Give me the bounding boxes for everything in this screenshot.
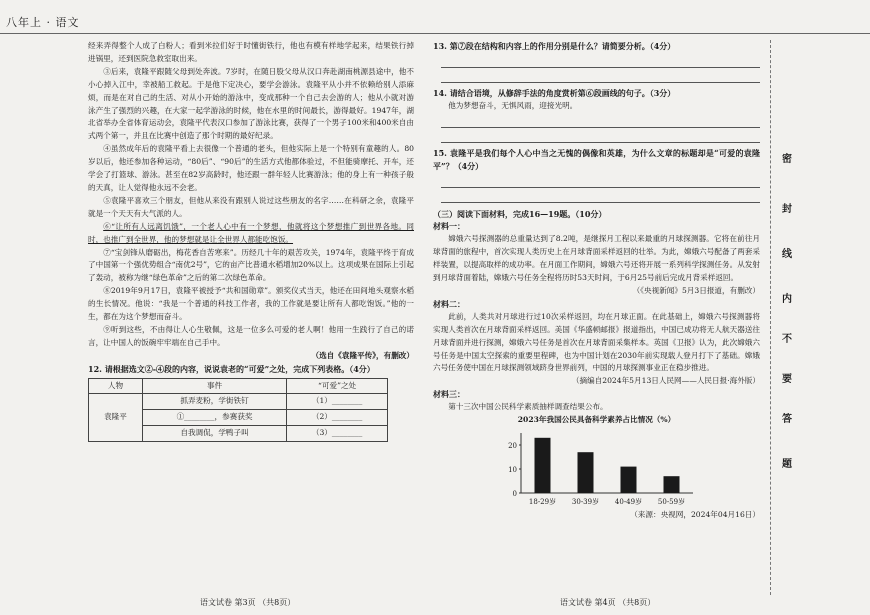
bar-50-59岁 (664, 476, 680, 493)
question-14: 14. 请结合语境，从修辞手法的角度赏析第⑥段画线的句子。（3分） (433, 87, 676, 98)
science-literacy-chart (493, 427, 703, 509)
x-tick-label: 50-59岁 (657, 497, 686, 506)
chart-svg (493, 427, 703, 509)
answer-line[interactable] (441, 173, 760, 188)
source-note: （选自《袁隆平传》，有删改） (311, 350, 414, 360)
question-13: 13. 第⑦段在结构和内容上的作用分别是什么？请简要分析。（4分） (433, 41, 676, 51)
answer-line[interactable] (441, 68, 760, 83)
table-answer-3[interactable]: （3）________ (287, 426, 388, 442)
table-header-cute: “可爱”之处 (287, 378, 388, 394)
table-answer-2[interactable]: （2）________ (287, 410, 388, 426)
table-header-event: 事件 (142, 378, 286, 394)
paragraph-9: ⑨听到这些，不由得让人心生敬佩，这是一位多么可爱的老人啊！他用一生践行了自己的诺言，让中国人的饭碗牢牢端在自己手中。 (88, 324, 414, 347)
material-3-source: （来源：央视网，2024年04月16日） (630, 509, 760, 519)
material-1-text: 嫦娥六号探测器的总重量达到了8.2吨，是继探月工程以来最重的月球探测器。它将在前往月球背面的旅程中，首次实现人类历史上在月球背面采样返回的壮举。为此，嫦娥六号配备了两套采样装置，以提高取样的成功率。在月面工作期间，嫦娥六号还将开展一系列科学探测任务。从发射到月球背面着陆，嫦娥六号任务全程将历时53天时间，于6月25号前后完成月背采样返回。 (433, 234, 760, 283)
seal-word: 密 (782, 154, 792, 165)
table-event-1: 抓弄麦粉，学街铁钉 (142, 394, 286, 410)
answer-line[interactable] (441, 188, 760, 203)
table-event-2[interactable]: ①________，参赛获奖 (142, 410, 286, 426)
material-1-source: （《央视新闻》5月3日报道，有删改） (632, 285, 760, 295)
seal-line (770, 40, 771, 595)
paragraph-1: 经来弄得整个人成了白粉人；看到米拉们好于时懂街铁行，他也有模有样地学起来，结果铁行掉进锅里，还到医院急救室取出来。 (88, 41, 414, 63)
answer-line[interactable] (441, 53, 760, 68)
paragraph-8: ⑧2019年9月17日，袁隆平被授予“共和国勋章”。颁奖仪式当天，他还在田间地头观察水稻的生长情况。他说：“我是一个普通的科技工作者，我的工作就是要让所有人都吃饱饭。”他的一生，都在为这个梦想而奋斗。 (88, 286, 414, 322)
bar-40-49岁 (621, 467, 637, 493)
y-tick-label: 10 (508, 465, 517, 474)
table-answer-1[interactable]: （1）________ (287, 394, 388, 410)
material-3-label: 材料三： (433, 389, 465, 400)
paragraph-3: ③后来，袁隆平跟随父母到处奔波。7岁时，在随日股父母从汉口奔赴湖南桃源县途中，他不小心掉入江中，幸被船工救起。于是他下定决心，要学会游泳。袁隆平从小并不依赖给别人添麻烦，而是在对自己的生活、对从小开始的游泳中，变成那种一个自己去会游的人；他从小就对游泳产生了强烈的兴趣，在大家一起学游泳的时候，他在水里的时间最长，游得最好。1947年，湖北省举办全省体育运动会，袁隆平代表汉口参加了游泳比赛，获得了一个男子100米和400米自由式两个第一，并且在比赛中创造了那个时期的最好纪录。 (88, 66, 414, 141)
right-column (433, 40, 760, 522)
table-person-cell: 袁隆平 (89, 394, 143, 442)
chart-title: 2023年我国公民具备科学素养占比情况（%） (517, 415, 676, 425)
footer-right: 语文试卷 第4页 （共8页） (560, 598, 656, 607)
question-14-quote: 他为梦想奋斗，无惧风雨，迎接光明。 (448, 100, 578, 110)
section-3-heading: （三）阅读下面材料，完成16—19题。（10分） (433, 208, 607, 219)
grade-subject-header: 八年上 · 语文 (6, 16, 80, 29)
seal-word: 要 (782, 374, 792, 385)
y-tick-label: 20 (508, 441, 517, 450)
y-tick-label: 0 (512, 489, 517, 498)
footer-left: 语文试卷 第3页 （共8页） (200, 598, 296, 607)
header-rule (0, 33, 870, 34)
material-3-text: 第十三次中国公民科学素质抽样调查结果公布。 (448, 402, 608, 412)
answer-line[interactable] (441, 128, 760, 143)
paragraph-7: ⑦“宝剑锋从磨砺出，梅花香自苦寒来”。历经几十年的艰苦攻关，1974年，袁隆平终于育成了中国第一个强优势组合“南优2号”，它的亩产比普通水稻增加20%以上。这项成果在国际上引起了轰动，被称为继“绿色革命”之后的第二次绿色革命。 (88, 247, 414, 283)
paragraph-4: ④虽然成年后的袁隆平看上去很像一个普通的老头，但他实际上是一个特别有童趣的人。80岁以后，他还参加各种运动，“80后”、“90后”的生活方式他都体验过，不但能骑摩托、开车，还学会了打篮球、游泳。甚至在82岁高龄时，他还跟一群年轻人比赛游泳；他的身上有一种孩子般的天真，让人觉得他永远不会老。 (88, 144, 414, 192)
x-tick-label: 30-39岁 (571, 497, 600, 506)
paragraph-5: ⑤袁隆平喜欢三个朋友，但他从来没有跟别人说过这些朋友的名字……在科研之余，袁隆平就是一个天天有大气派的人。 (88, 195, 414, 218)
material-2-label: 材料二： (433, 298, 465, 309)
question-12-table (88, 378, 388, 443)
seal-word: 不 (782, 334, 792, 345)
bar-18-29岁 (535, 438, 551, 493)
x-tick-label: 18-29岁 (528, 497, 557, 506)
material-1-label: 材料一： (433, 221, 465, 232)
paragraph-6: ⑥“让所有人远离饥饿”，一个老人心中有一个梦想，他就将这个梦想推广到世界各地。同时，也推广到全世界，他的梦想就是让全世界人都能吃饱饭。 (88, 221, 414, 244)
seal-word: 内 (782, 294, 792, 305)
seal-word: 答 (782, 414, 792, 425)
left-column (88, 40, 414, 442)
question-12: 12. 请根据选文②-④段的内容，说说袁老的“可爱”之处，完成下列表格。（4分） (88, 363, 375, 374)
answer-line[interactable] (441, 113, 760, 128)
table-event-3: 自我调侃，学鸭子叫 (142, 426, 286, 442)
bar-30-39岁 (578, 452, 594, 493)
material-2-text: 此前，人类共对月球进行过10次采样返回，均在月球正面。在此基础上，嫦娥六号探测器将实现人类首次在月球背面采样返回。美国《华盛顿邮报》报道指出，中国已成功将无人航天器送往月球背面并进行探测，嫦娥六号任务是首次在月球背面采集样本。英国《卫报》认为，此次嫦娥六号任务是中国太空探索的重要里程碑，也为中国计划在2030年前实现载人登月打下了基础。嫦娥六号任务使中国在月球探测领域跻身世界前列，中国的月球探测事业正在稳步推进。 (433, 311, 760, 373)
question-15: 15. 袁隆平是我们每个人心中当之无愧的偶像和英雄，为什么文章的标题却是“可爱的袁隆平”？（4分） (433, 147, 760, 171)
material-2-source: （摘编自2024年5月13日人民网——人民日报·海外版） (571, 376, 760, 386)
seal-word: 封 (782, 204, 792, 215)
seal-word: 题 (782, 459, 792, 470)
seal-word: 线 (782, 249, 792, 260)
x-tick-label: 40-49岁 (614, 497, 643, 506)
table-header-person: 人物 (89, 378, 143, 394)
